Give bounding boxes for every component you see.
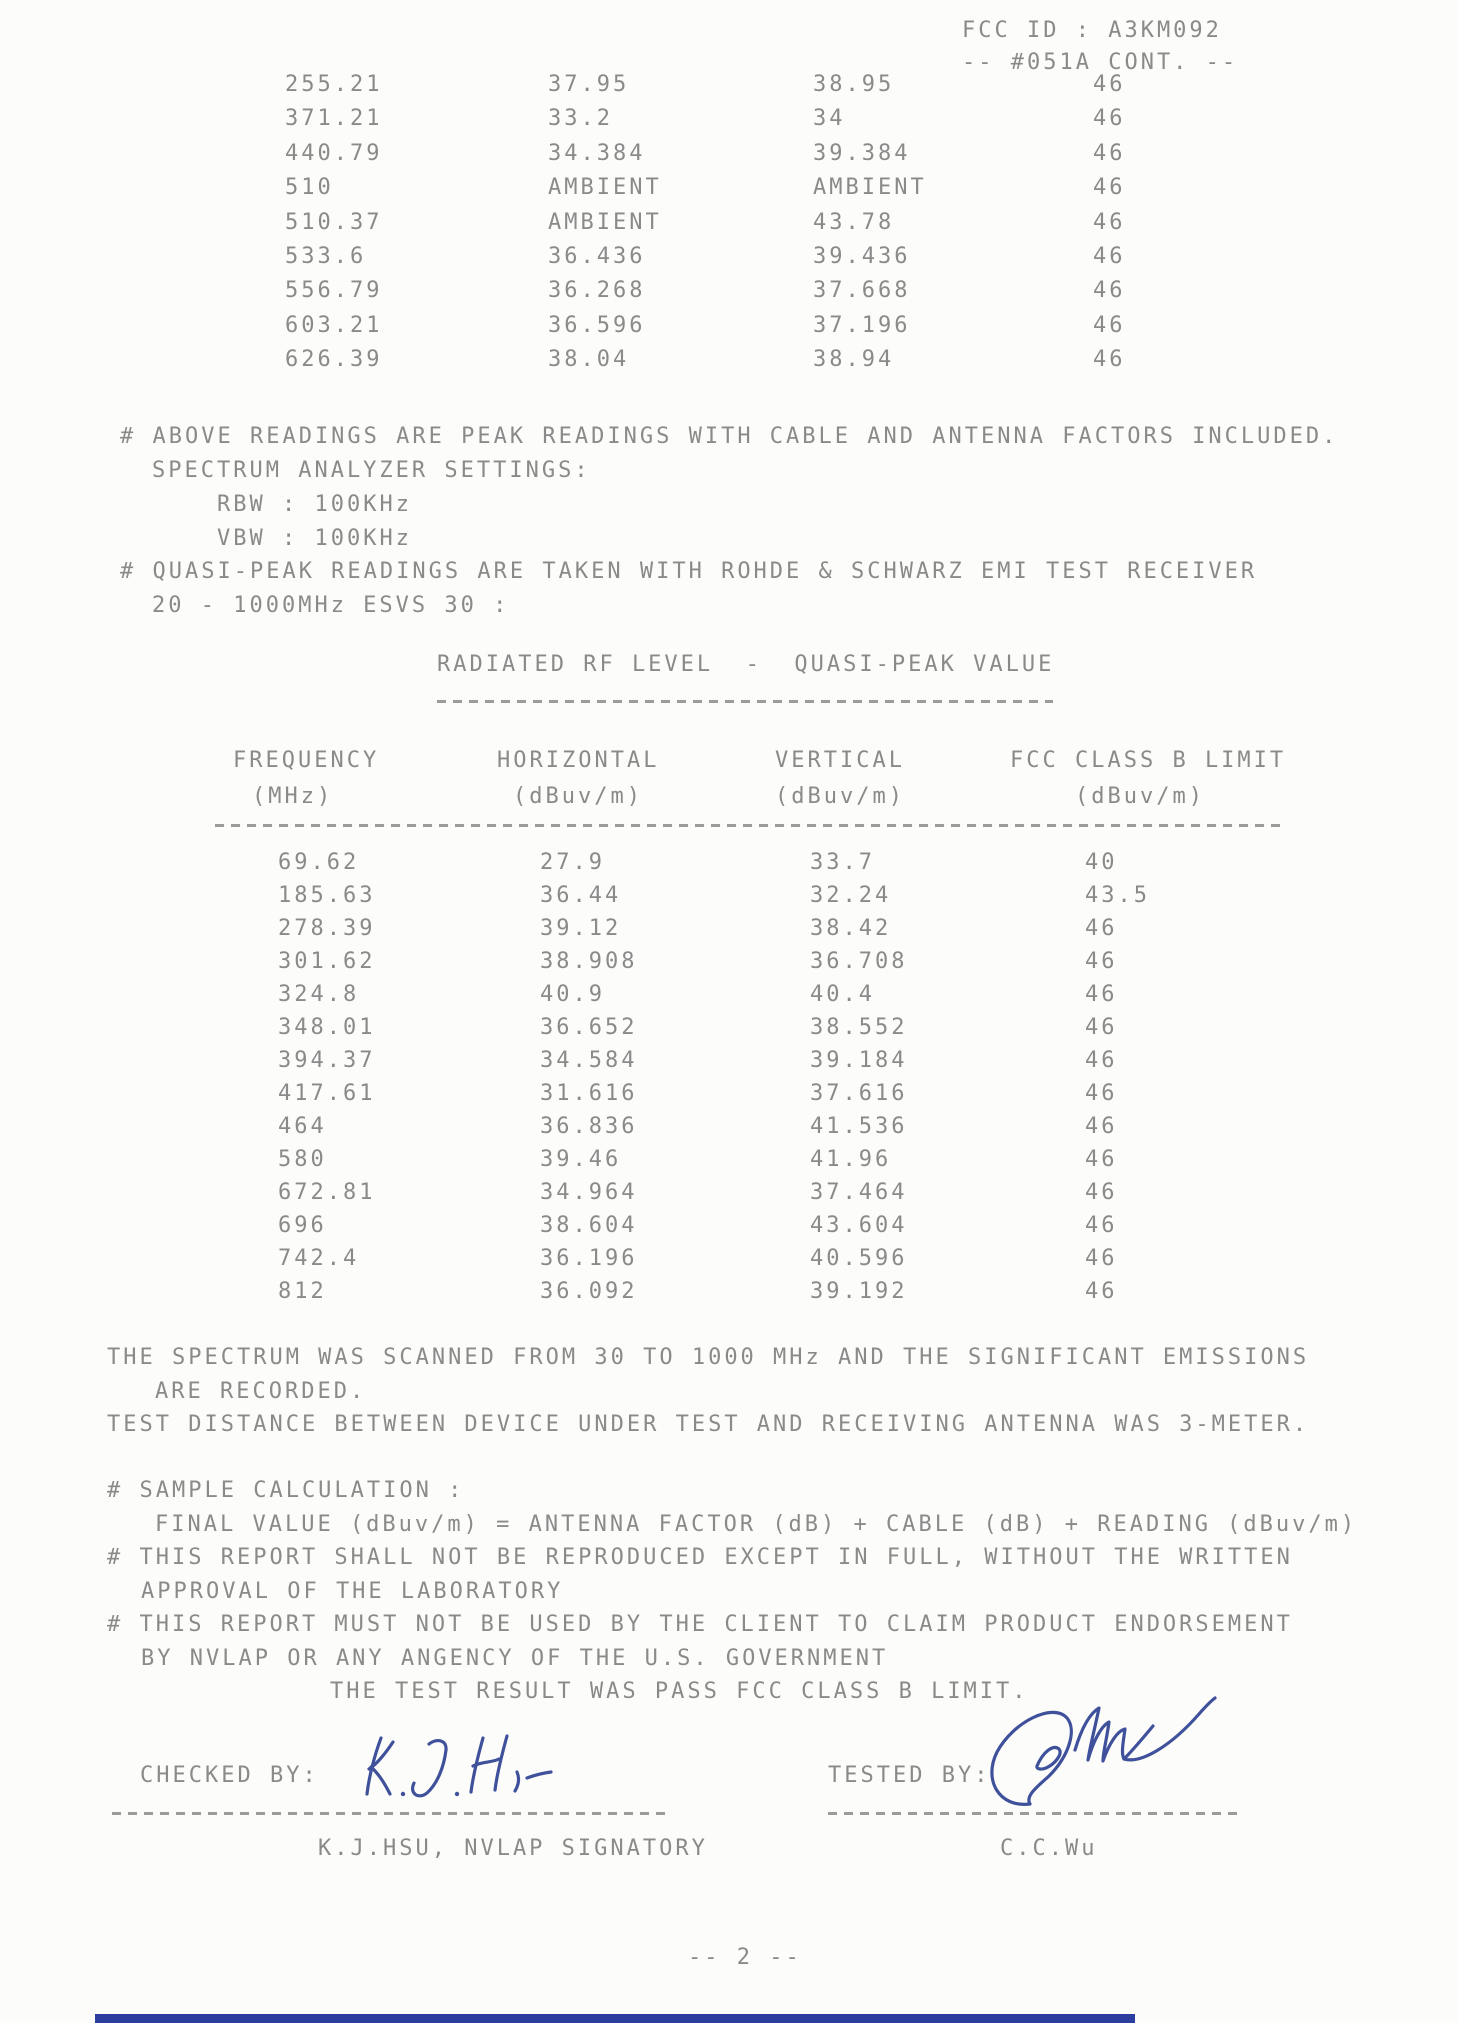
cell-horizontal: 37.95 <box>548 72 630 97</box>
cell-limit: 46 <box>1085 1246 1118 1271</box>
header-frequency-unit: (MHz) <box>252 784 334 809</box>
cell-vertical: 39.384 <box>813 140 911 166</box>
cell-horizontal: 36.44 <box>540 883 622 908</box>
cell-limit: 46 <box>1093 312 1126 338</box>
tested-by-label: TESTED BY: <box>828 1763 991 1788</box>
header-limit-unit: (dBuv/m) <box>1075 784 1205 809</box>
cell-vertical: 37.616 <box>810 1081 908 1106</box>
repro-note-line1: # THIS REPORT SHALL NOT BE REPRODUCED EXCEPT IN FULL, WITHOUT THE WRITTEN <box>107 1545 1293 1570</box>
checked-by-name: K.J.HSU, NVLAP SIGNATORY <box>318 1836 708 1861</box>
cell-horizontal: 36.596 <box>548 312 646 338</box>
quasi-peak-note: # QUASI-PEAK READINGS ARE TAKEN WITH ROHDE & SCHWARZ EMI TEST RECEIVER <box>120 559 1258 584</box>
cell-vertical: 38.552 <box>810 1015 908 1040</box>
cell-vertical: 39.192 <box>810 1279 908 1304</box>
peak-note: # ABOVE READINGS ARE PEAK READINGS WITH CABLE AND ANTENNA FACTORS INCLUDED. <box>120 424 1339 449</box>
cell-vertical: 36.708 <box>810 949 908 974</box>
page-number: -- 2 -- <box>688 1945 802 1970</box>
cell-frequency: 371.21 <box>285 106 383 132</box>
sample-calc-label: # SAMPLE CALCULATION : <box>107 1478 465 1503</box>
cell-limit: 46 <box>1093 278 1126 304</box>
peak-readings-cont-table <box>285 72 1285 392</box>
table-row <box>285 278 1185 304</box>
scan-note-line2: ARE RECORDED. <box>155 1379 367 1404</box>
cell-limit: 46 <box>1085 1147 1118 1172</box>
cell-vertical: 43.78 <box>813 209 895 235</box>
cell-vertical: 32.24 <box>810 883 892 908</box>
cell-horizontal: 34.384 <box>548 140 646 166</box>
table-row <box>285 175 1185 201</box>
table-row <box>285 210 1185 236</box>
cell-frequency: 278.39 <box>278 916 376 941</box>
table-row <box>278 949 1178 975</box>
cell-limit: 46 <box>1085 916 1118 941</box>
endorse-note-line2: BY NVLAP OR ANY ANGENCY OF THE U.S. GOVERNMENT <box>141 1646 889 1671</box>
cell-limit: 46 <box>1085 1279 1118 1304</box>
cell-limit: 46 <box>1093 106 1126 132</box>
header-frequency: FREQUENCY <box>233 748 380 773</box>
scan-note-line1: THE SPECTRUM WAS SCANNED FROM 30 TO 1000 MHz AND THE SIGNIFICANT EMISSIONS <box>107 1345 1310 1370</box>
cell-frequency: 440.79 <box>285 140 383 166</box>
table-row <box>278 1015 1178 1041</box>
cell-frequency: 696 <box>278 1213 327 1238</box>
cell-horizontal: 40.9 <box>540 982 605 1007</box>
cell-vertical: 41.536 <box>810 1114 908 1139</box>
header-horizontal: HORIZONTAL <box>497 748 660 773</box>
cell-limit: 40 <box>1085 850 1118 875</box>
checked-by-signature <box>345 1728 585 1813</box>
cell-horizontal: 36.436 <box>548 244 646 269</box>
receiver-range: 20 - 1000MHz ESVS 30 : <box>152 593 510 618</box>
repro-note-line2: APPROVAL OF THE LABORATORY <box>141 1579 564 1604</box>
cell-horizontal: AMBIENT <box>548 175 662 201</box>
vbw-setting: VBW : 100KHz <box>217 526 412 551</box>
cell-limit: 46 <box>1093 140 1126 166</box>
table-row <box>285 72 1185 98</box>
cell-horizontal: 34.584 <box>540 1048 638 1073</box>
cell-horizontal: 36.836 <box>540 1114 638 1139</box>
table-row <box>278 1147 1178 1173</box>
cell-limit: 46 <box>1085 1213 1118 1238</box>
cell-frequency: 348.01 <box>278 1015 376 1040</box>
cell-frequency: 533.6 <box>285 244 367 269</box>
table-row <box>285 244 1185 270</box>
cell-limit: 46 <box>1093 244 1126 269</box>
cell-vertical: 37.196 <box>813 312 911 338</box>
continuation-header: -- #051A CONT. -- <box>962 50 1239 75</box>
scan-artifact-bar <box>95 2014 1135 2023</box>
cell-horizontal: 38.604 <box>540 1213 638 1238</box>
checked-by-line <box>112 1812 672 1815</box>
cell-horizontal: 36.652 <box>540 1015 638 1040</box>
cell-vertical: 40.4 <box>810 982 875 1007</box>
cell-horizontal: 38.908 <box>540 949 638 974</box>
header-vertical-unit: (dBuv/m) <box>775 784 905 809</box>
table-row <box>278 1180 1178 1206</box>
cell-vertical: 37.668 <box>813 278 911 304</box>
cell-horizontal: 36.196 <box>540 1246 638 1271</box>
title-underline <box>437 700 1053 703</box>
cell-vertical: 37.464 <box>810 1180 908 1205</box>
cell-limit: 46 <box>1093 209 1126 235</box>
cell-horizontal: 27.9 <box>540 850 605 875</box>
cell-frequency: 742.4 <box>278 1246 360 1271</box>
cell-vertical: 39.184 <box>810 1048 908 1073</box>
cell-limit: 46 <box>1093 347 1126 373</box>
header-divider <box>215 824 1285 827</box>
cell-limit: 46 <box>1093 72 1126 97</box>
cell-vertical: 38.42 <box>810 916 892 941</box>
cell-limit: 46 <box>1085 949 1118 974</box>
header-horizontal-unit: (dBuv/m) <box>513 784 643 809</box>
test-result: THE TEST RESULT WAS PASS FCC CLASS B LIMIT. <box>330 1679 1029 1704</box>
qp-table-title: RADIATED RF LEVEL - QUASI-PEAK VALUE <box>437 652 1055 677</box>
tested-by-name: C.C.Wu <box>1000 1836 1098 1861</box>
rbw-setting: RBW : 100KHz <box>217 492 412 517</box>
table-row <box>278 1048 1178 1074</box>
distance-note: TEST DISTANCE BETWEEN DEVICE UNDER TEST AND RECEIVING ANTENNA WAS 3-METER. <box>107 1412 1310 1437</box>
cell-vertical: 43.604 <box>810 1213 908 1238</box>
cell-limit: 46 <box>1085 982 1118 1007</box>
cell-limit: 46 <box>1085 1015 1118 1040</box>
cell-frequency: 301.62 <box>278 949 376 974</box>
cell-horizontal: 36.268 <box>548 278 646 304</box>
cell-vertical: AMBIENT <box>813 175 927 201</box>
cell-horizontal: AMBIENT <box>548 209 662 235</box>
cell-frequency: 556.79 <box>285 278 383 304</box>
cell-horizontal: 33.2 <box>548 106 613 132</box>
cell-horizontal: 38.04 <box>548 347 630 373</box>
cell-frequency: 324.8 <box>278 982 360 1007</box>
table-row <box>278 982 1178 1008</box>
table-row <box>285 313 1185 339</box>
cell-frequency: 255.21 <box>285 72 383 97</box>
cell-horizontal: 36.092 <box>540 1279 638 1304</box>
table-row <box>278 850 1178 876</box>
header-vertical: VERTICAL <box>775 748 905 773</box>
tested-by-line <box>828 1812 1242 1815</box>
table-row <box>278 916 1178 942</box>
table-row <box>278 1213 1178 1239</box>
table-row <box>278 883 1178 909</box>
cell-frequency: 185.63 <box>278 883 376 908</box>
table-row <box>278 1114 1178 1140</box>
cell-frequency: 580 <box>278 1147 327 1172</box>
cell-vertical: 34 <box>813 106 846 132</box>
table-row <box>285 141 1185 167</box>
formula: FINAL VALUE (dBuv/m) = ANTENNA FACTOR (dB) + CABLE (dB) + READING (dBuv/m) <box>155 1512 1358 1537</box>
cell-vertical: 41.96 <box>810 1147 892 1172</box>
table-row <box>278 1279 1178 1305</box>
cell-frequency: 417.61 <box>278 1081 376 1106</box>
table-row <box>278 1246 1178 1272</box>
cell-frequency: 672.81 <box>278 1180 376 1205</box>
tested-by-signature <box>975 1688 1265 1813</box>
cell-limit: 43.5 <box>1085 883 1150 908</box>
cell-vertical: 33.7 <box>810 850 875 875</box>
cell-horizontal: 39.12 <box>540 916 622 941</box>
cell-limit: 46 <box>1085 1081 1118 1106</box>
cell-horizontal: 34.964 <box>540 1180 638 1205</box>
endorse-note-line1: # THIS REPORT MUST NOT BE USED BY THE CLIENT TO CLAIM PRODUCT ENDORSEMENT <box>107 1612 1293 1637</box>
cell-limit: 46 <box>1093 175 1126 201</box>
cell-limit: 46 <box>1085 1114 1118 1139</box>
cell-vertical: 38.95 <box>813 72 895 97</box>
cell-horizontal: 31.616 <box>540 1081 638 1106</box>
quasi-peak-table <box>278 850 1278 1320</box>
checked-by-label: CHECKED BY: <box>140 1763 319 1788</box>
cell-vertical: 39.436 <box>813 244 911 269</box>
cell-limit: 46 <box>1085 1048 1118 1073</box>
table-row <box>278 1081 1178 1107</box>
cell-frequency: 603.21 <box>285 312 383 338</box>
table-row <box>285 347 1185 373</box>
cell-horizontal: 39.46 <box>540 1147 622 1172</box>
cell-frequency: 812 <box>278 1279 327 1304</box>
cell-frequency: 626.39 <box>285 347 383 373</box>
cell-frequency: 464 <box>278 1114 327 1139</box>
table-row <box>285 106 1185 132</box>
cell-frequency: 510.37 <box>285 209 383 235</box>
cell-frequency: 510 <box>285 175 334 201</box>
cell-vertical: 40.596 <box>810 1246 908 1271</box>
cell-frequency: 394.37 <box>278 1048 376 1073</box>
cell-vertical: 38.94 <box>813 347 895 373</box>
header-limit: FCC CLASS B LIMIT <box>1010 748 1287 773</box>
cell-frequency: 69.62 <box>278 850 360 875</box>
fcc-id-header: FCC ID : A3KM092 <box>962 18 1222 43</box>
cell-limit: 46 <box>1085 1180 1118 1205</box>
analyzer-settings-label: SPECTRUM ANALYZER SETTINGS: <box>152 458 591 483</box>
